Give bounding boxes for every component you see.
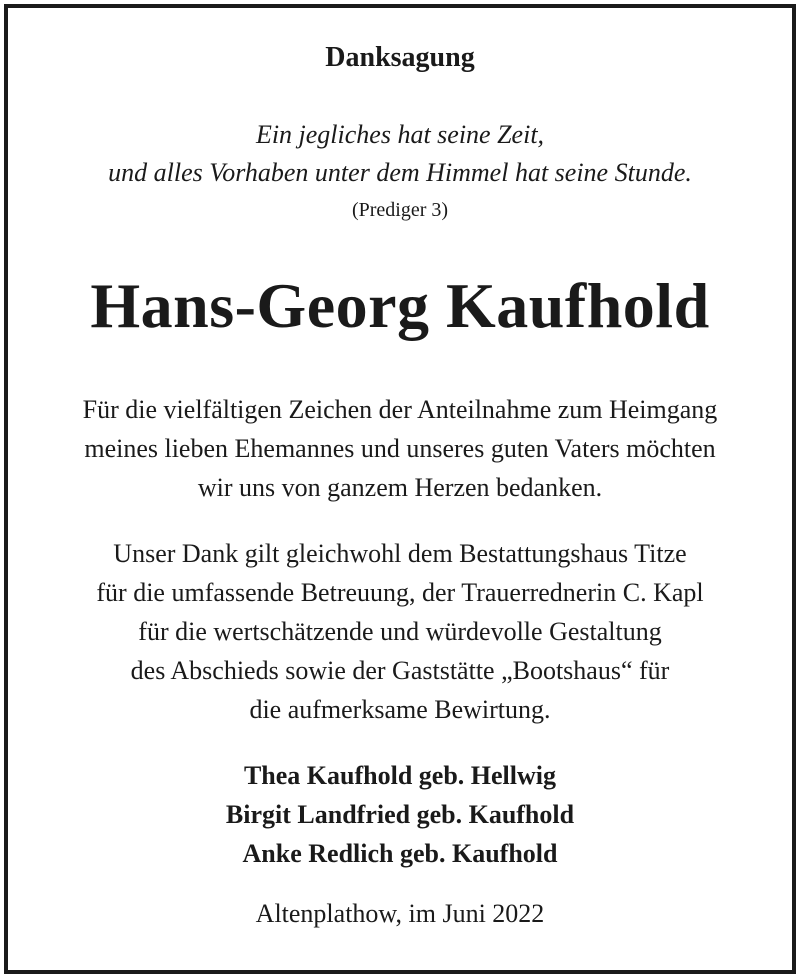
signer-name: Thea Kaufhold geb. Hellwig — [243, 761, 557, 790]
signers-list — [0, 756, 800, 873]
paragraph-line: Unser Dank gilt gleichwohl dem Bestattungshaus Titze — [113, 539, 687, 568]
place-date: Altenplathow, im Juni 2022 — [255, 899, 545, 928]
paragraph-line: wir uns von ganzem Herzen bedanken. — [197, 473, 603, 502]
signer-name: Birgit Landfried geb. Kaufhold — [225, 800, 575, 829]
paragraph-line: meines lieben Ehemannes und unseres guten Vaters möchten — [84, 434, 716, 463]
paragraph-line: für die umfassende Betreuung, der Trauerrednerin C. Kapl — [96, 578, 704, 607]
verse-line: und alles Vorhaben unter dem Himmel hat seine Stunde. — [108, 158, 692, 187]
thanks-paragraph-2 — [0, 534, 800, 729]
thanks-paragraph-1 — [0, 390, 800, 507]
paragraph-line: für die wertschätzende und würdevolle Gestaltung — [138, 617, 662, 646]
verse-reference: (Prediger 3) — [351, 199, 449, 221]
verse-line: Ein jegliches hat seine Zeit, — [255, 120, 545, 149]
paragraph-line: des Abschieds sowie der Gaststätte „Bootshaus“ für — [130, 656, 670, 685]
paragraph-line: Für die vielfältigen Zeichen der Anteilnahme zum Heimgang — [82, 395, 718, 424]
paragraph-line: die aufmerksame Bewirtung. — [249, 695, 551, 724]
notice-heading: Danksagung — [325, 42, 475, 73]
bible-verse — [0, 116, 800, 192]
deceased-name: Hans-Georg Kaufhold — [90, 270, 710, 341]
signer-name: Anke Redlich geb. Kaufhold — [242, 839, 558, 868]
